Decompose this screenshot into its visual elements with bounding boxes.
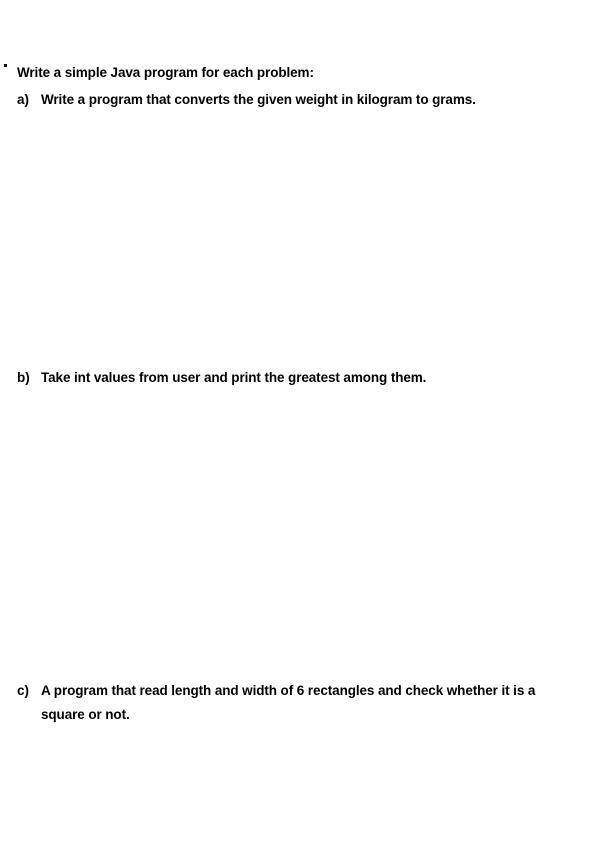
problem-a-text: Write a program that converts the given weight in kilogram to grams. — [41, 92, 476, 107]
problem-b-text: Take int values from user and print the greatest among them. — [41, 370, 427, 385]
problem-c-label: c) — [17, 683, 30, 698]
problem-a-label: a) — [17, 92, 30, 107]
problem-c-text-line1: A program that read length and width of 6 rectangles and check whether it is a — [41, 683, 536, 698]
problem-c-text-line2: square or not. — [41, 707, 130, 722]
question-heading: Write a simple Java program for each problem: — [17, 65, 314, 80]
list-bullet — [4, 64, 7, 67]
problem-b-label: b) — [17, 370, 30, 385]
